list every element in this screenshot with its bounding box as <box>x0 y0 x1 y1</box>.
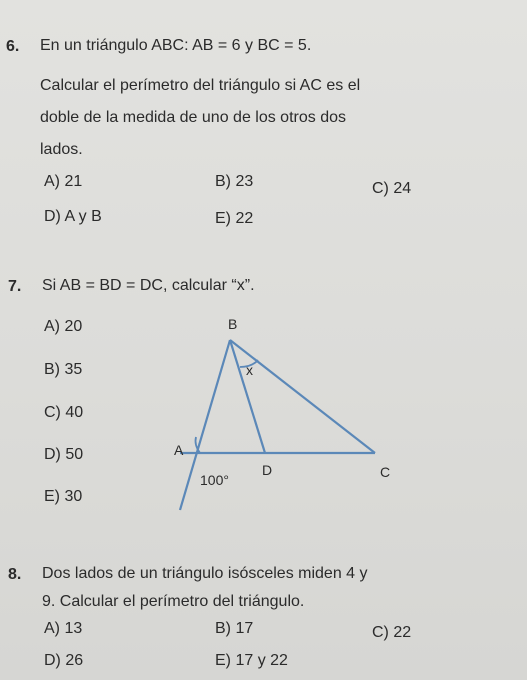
question-8-option-e[interactable]: E) 17 y 22 <box>215 652 288 669</box>
segment-bd <box>230 340 265 453</box>
question-7-option-b[interactable]: B) 35 <box>44 361 83 378</box>
question-6-option-a[interactable]: A) 21 <box>44 173 83 190</box>
vertex-c-label: C <box>380 464 391 480</box>
question-7-number: 7. <box>8 278 22 295</box>
angle-x-label: x <box>246 362 253 378</box>
vertex-a-label: A <box>174 442 184 458</box>
question-7-option-e[interactable]: E) 30 <box>44 488 83 505</box>
question-7-statement: Si AB = BD = DC, calcular “x”. <box>42 277 255 294</box>
question-6-line-2: Calcular el perímetro del triángulo si AC es el <box>40 77 361 94</box>
question-6-option-b[interactable]: B) 23 <box>215 173 254 190</box>
angle-100-label: 100° <box>200 472 229 488</box>
segment-bc <box>230 340 375 453</box>
question-6-option-d[interactable]: D) A y B <box>44 208 102 225</box>
question-8-option-c[interactable]: C) 22 <box>372 624 412 641</box>
question-6-line-3: doble de la medida de uno de los otros dos <box>40 109 346 126</box>
question-7-option-a[interactable]: A) 20 <box>44 318 83 335</box>
point-d-label: D <box>262 462 273 478</box>
question-8-line-2: 9. Calcular el perímetro del triángulo. <box>42 593 305 610</box>
question-7-option-c[interactable]: C) 40 <box>44 404 84 421</box>
question-8-line-1: Dos lados de un triángulo isósceles miden 4 y <box>42 565 368 582</box>
question-8-option-a[interactable]: A) 13 <box>44 620 83 637</box>
question-8-number: 8. <box>8 566 22 583</box>
question-6-option-e[interactable]: E) 22 <box>215 210 254 227</box>
vertex-b-label: B <box>228 316 238 332</box>
question-8-option-b[interactable]: B) 17 <box>215 620 254 637</box>
question-6-number: 6. <box>6 38 20 55</box>
question-7-option-d[interactable]: D) 50 <box>44 446 84 463</box>
question-8-option-d[interactable]: D) 26 <box>44 652 84 669</box>
triangle-figure <box>170 305 410 520</box>
question-6-line-1: En un triángulo ABC: AB = 6 y BC = 5. <box>40 37 312 54</box>
question-6-option-c[interactable]: C) 24 <box>372 180 412 197</box>
question-6-line-4: lados. <box>40 141 83 158</box>
